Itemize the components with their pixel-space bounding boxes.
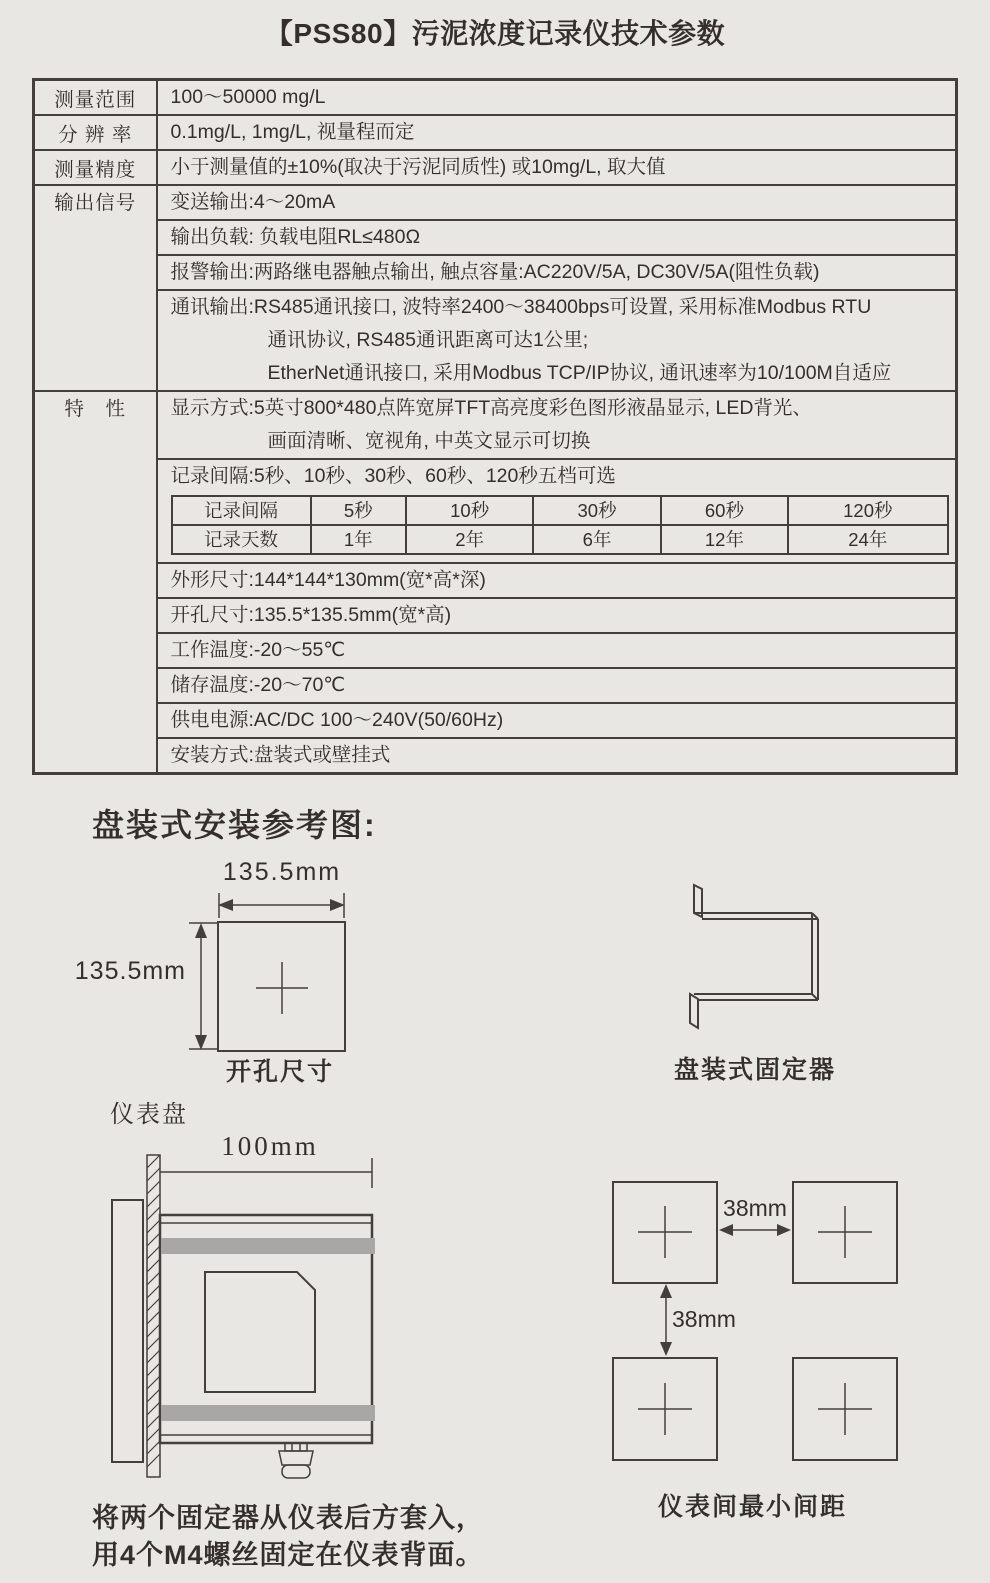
table-row <box>34 185 957 220</box>
table-row <box>34 150 957 185</box>
row-value: 报警输出:两路继电器触点输出, 触点容量:AC220V/5A, DC30V/5A(阻性负载) <box>157 255 957 290</box>
install-caption-line1: 将两个固定器从仪表后方套入， <box>92 1503 484 1533</box>
table-row <box>34 391 957 459</box>
display-line: 画面清晰、宽视角, 中英文显示可切换 <box>267 430 591 452</box>
record-table <box>171 495 949 555</box>
spec-table <box>32 78 958 775</box>
record-cell: 60秒 <box>661 496 788 525</box>
record-interval-cell <box>157 459 957 563</box>
cutout-diagram-label: 开孔尺寸 <box>225 1058 334 1086</box>
record-cell: 5秒 <box>311 496 407 525</box>
row-value: 开孔尺寸:135.5*135.5mm(宽*高) <box>157 598 957 633</box>
record-cell: 记录间隔 <box>172 496 311 525</box>
record-table-row <box>172 496 948 525</box>
spacing-diagram-label: 仪表间最小间距 <box>657 1493 847 1521</box>
table-row <box>34 255 957 290</box>
record-cell: 6年 <box>533 525 660 554</box>
record-cell: 12年 <box>661 525 788 554</box>
row-label: 测量范围 <box>34 80 157 116</box>
table-row <box>34 738 957 774</box>
comm-line: EtherNet通讯接口, 采用Modbus TCP/IP协议, 通讯速率为10/100M自适应 <box>267 362 892 384</box>
comm-line: 通讯输出:RS485通讯接口, 波特率2400～38400bps可设置, 采用标准Modbus RTU <box>170 296 872 318</box>
comm-line: 通讯协议, RS485通讯距离可达1公里; <box>267 329 589 351</box>
cutout-diagram <box>189 893 345 1051</box>
display-line: 显示方式:5英寸800*480点阵宽屏TFT高亮度彩色图形液晶显示, LED背光、 <box>170 397 812 419</box>
record-cell: 120秒 <box>788 496 947 525</box>
record-cell: 10秒 <box>406 496 533 525</box>
panel-label: 仪表盘 <box>110 1102 188 1128</box>
row-value: 安装方式:盘装式或壁挂式 <box>157 738 957 774</box>
panel-depth-dimension: 100mm <box>221 1131 319 1161</box>
row-value: 变送输出:4～20mA <box>157 185 957 220</box>
page-title: 【PSS80】污泥浓度记录仪技术参数 <box>264 18 726 49</box>
output-signal-label: 输出信号 <box>34 185 157 391</box>
table-row <box>34 80 957 116</box>
row-value: 工作温度:-20～55℃ <box>157 633 957 668</box>
cutout-height-dimension: 135.5mm <box>74 957 186 985</box>
record-interval-text: 记录间隔:5秒、10秒、30秒、60秒、120秒五档可选 <box>170 465 616 487</box>
row-value: 输出负载: 负载电阻RL≤480Ω <box>157 220 957 255</box>
installation-diagrams <box>0 840 990 1583</box>
panel-side-view <box>112 1155 375 1478</box>
table-row <box>34 598 957 633</box>
fixer-diagram <box>690 885 818 1028</box>
fixer-diagram-label: 盘装式固定器 <box>673 1056 836 1084</box>
table-row <box>34 290 957 391</box>
row-value: 100～50000 mg/L <box>157 80 957 116</box>
cable-gland <box>279 1443 313 1478</box>
vertical-gap-dimension: 38mm <box>672 1306 736 1332</box>
comm-output-cell <box>157 290 957 391</box>
record-cell: 30秒 <box>533 496 660 525</box>
table-row <box>34 633 957 668</box>
record-cell: 1年 <box>311 525 407 554</box>
row-label: 分 辨 率 <box>34 115 157 150</box>
spacing-diagram <box>613 1182 897 1460</box>
table-row <box>34 459 957 563</box>
panel-hatching <box>147 1155 160 1467</box>
row-value: 储存温度:-20～70℃ <box>157 668 957 703</box>
record-cell: 24年 <box>788 525 947 554</box>
record-cell: 记录天数 <box>172 525 311 554</box>
record-cell: 2年 <box>406 525 533 554</box>
features-label: 特 性 <box>34 391 157 774</box>
row-value: 小于测量值的±10%(取决于污泥同质性) 或10mg/L, 取大值 <box>157 150 957 185</box>
table-row <box>34 115 957 150</box>
row-value: 外形尺寸:144*144*130mm(宽*高*深) <box>157 563 957 598</box>
row-label: 测量精度 <box>34 150 157 185</box>
table-row <box>34 563 957 598</box>
row-value: 供电电源:AC/DC 100～240V(50/60Hz) <box>157 703 957 738</box>
display-mode-cell <box>157 391 957 459</box>
fixer-bar-bottom <box>161 1405 375 1421</box>
cutout-width-dimension: 135.5mm <box>222 858 342 886</box>
row-value: 0.1mg/L, 1mg/L, 视量程而定 <box>157 115 957 150</box>
table-row <box>34 220 957 255</box>
table-row <box>34 668 957 703</box>
install-caption-line2: 用4个M4螺丝固定在仪表背面。 <box>92 1540 484 1570</box>
record-table-row <box>172 525 948 554</box>
fixer-bar-top <box>161 1238 375 1254</box>
install-section-heading: 盘装式安装参考图: <box>92 807 377 843</box>
table-row <box>34 703 957 738</box>
horizontal-gap-dimension: 38mm <box>723 1195 787 1221</box>
